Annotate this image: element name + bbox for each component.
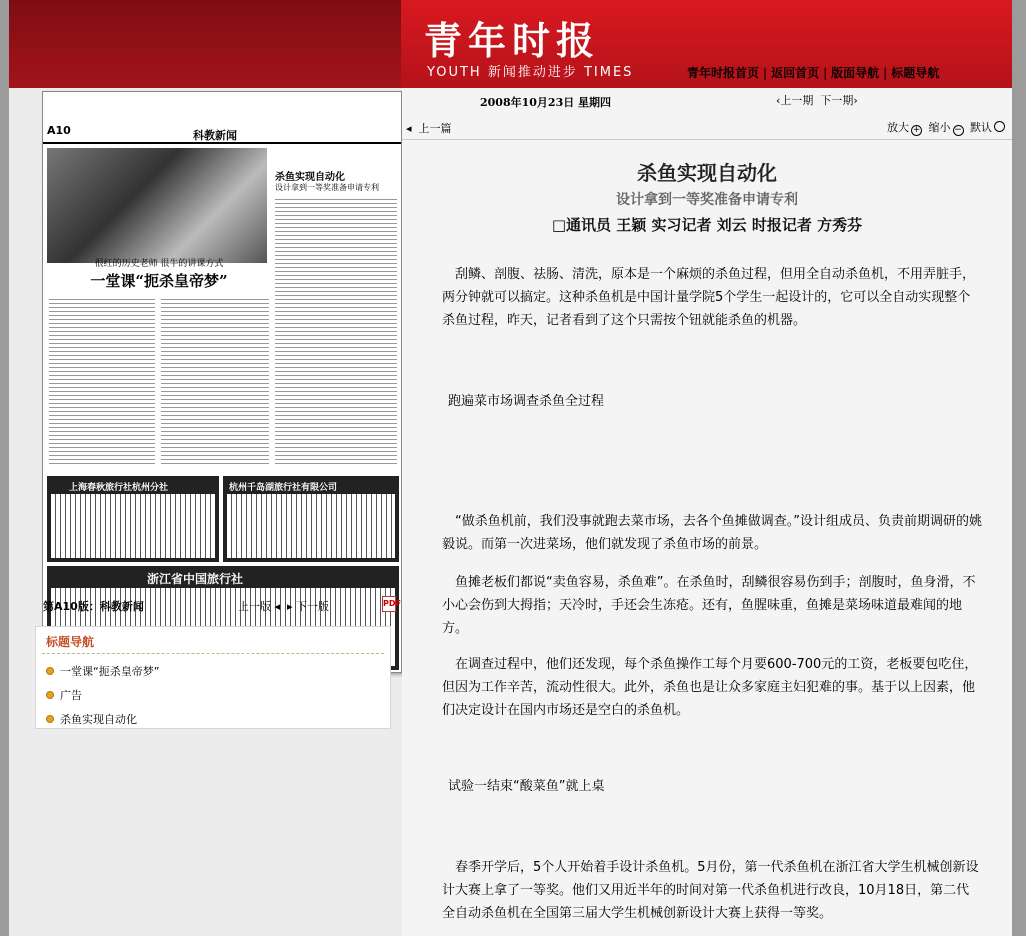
nav-home[interactable]: 青年时报首页: [687, 66, 760, 80]
page-bar: [9, 590, 402, 620]
prev-page-link[interactable]: 上一版: [238, 600, 271, 613]
newspaper-ad[interactable]: [223, 476, 399, 562]
scrollbar-track[interactable]: [1012, 0, 1026, 936]
title-guide-panel: [35, 626, 391, 729]
next-issue-link[interactable]: 下一期: [820, 94, 854, 107]
ad-body: [51, 494, 215, 558]
header-dark-panel: [9, 0, 401, 88]
article-paragraph: 刮鳞、剖腹、祛肠、清洗，原本是一个麻烦的杀鱼过程，但用全自动杀鱼机，不用弄脏手，两分钟就可以搞定。这种杀鱼机是中国计量学院5个学生一起设计的，它可以全自动实现整个杀鱼过程，昨天，记者看到了这个只需按个钮就能杀鱼的机器。: [442, 267, 976, 328]
newspaper-text-block: [275, 196, 397, 466]
page-nav: 上一版 ◂ ▸ 下一版: [238, 600, 330, 613]
newspaper-kicker: 很红的历史老师 很牛的讲课方式: [94, 259, 224, 269]
current-page-label: 第A10版：科教新闻: [43, 600, 144, 613]
article-paragraph: “做杀鱼机前，我们没事就跑去菜市场，去各个鱼摊做调查。”设计组成员、负责前期调研的姚毅说。而第一次进菜场，他们就发现了杀鱼市场的前景。: [442, 514, 982, 552]
article-subtitle: 设计拿到一等奖准备申请专利: [616, 192, 798, 208]
top-nav: 青年时报首页 | 返回首页 | 版面导航 | 标题导航: [687, 66, 940, 80]
ad-title: 上海春秋旅行社杭州分社: [69, 483, 169, 493]
guide-item[interactable]: [46, 711, 137, 727]
newspaper-page-number: A10: [47, 124, 71, 137]
prev-issue-link[interactable]: 上一期: [780, 94, 814, 107]
article-paragraph: 在调查过程中，他们还发现，每个杀鱼操作工每个月要600-700元的工资，老板要包吃住，但因为工作辛苦，流动性很大。此外，杀鱼也是让众多家庭主妇犯难的事。基于以上因素，他们决定设计在国内市场还是空白的杀鱼机。: [442, 657, 978, 718]
guide-item[interactable]: [46, 687, 82, 703]
newspaper-section: 科教新闻: [193, 129, 237, 142]
newspaper-side-title[interactable]: 杀鱼实现自动化: [275, 172, 345, 183]
guide-item-label: 广告: [60, 689, 82, 702]
logo-chinese: 青年时报: [424, 18, 601, 63]
ad-body: [227, 494, 395, 558]
nav-title-guide[interactable]: 标题导航: [891, 66, 940, 80]
zoom-out-label: 缩小: [928, 121, 951, 134]
issue-date: 2008年10月23日 星期四: [480, 96, 612, 109]
nav-return-home[interactable]: 返回首页: [771, 66, 820, 80]
logo-english: YOUTH 新闻推动进步 TIMES: [427, 65, 634, 80]
title-guide-heading: 标题导航: [46, 635, 95, 649]
newspaper-text-block: [161, 296, 269, 466]
article-paragraph: 鱼摊老板们都说“卖鱼容易，杀鱼难”。在杀鱼时，刮鳞很容易伤到手；剖腹时，鱼身滑，不小心会伤到大拇指；天冷时，手还会生冻疮。还有，鱼腥味重，鱼摊是菜场味道最难闻的地方。: [442, 575, 976, 636]
zoom-default-label: 默认: [970, 121, 992, 134]
ad-title: 杭州千岛湖旅行社有限公司: [229, 483, 338, 493]
nav-layout-guide[interactable]: 版面导航: [831, 66, 880, 80]
newspaper-photo: [47, 148, 267, 263]
bullet-icon: [46, 715, 54, 723]
zoom-in-label: 放大: [887, 121, 909, 134]
article-toolbar: [402, 112, 1012, 140]
zoom-default-button[interactable]: [970, 121, 1008, 134]
newspaper-masthead: [43, 92, 401, 144]
newspaper-headline[interactable]: 一堂课“扼杀皇帝梦”: [90, 272, 228, 290]
guide-item[interactable]: [46, 663, 159, 679]
article-title: 杀鱼实现自动化: [637, 161, 777, 185]
article-body: [402, 141, 1012, 936]
minus-icon: −: [954, 125, 962, 135]
zoom-in-button[interactable]: [887, 121, 925, 134]
divider: [42, 653, 384, 654]
newspaper-side-subtitle: 设计拿到一等奖准备申请专利: [275, 183, 379, 192]
plus-icon: +: [912, 125, 921, 135]
article-byline: □通讯员 王颖 实习记者 刘云 时报记者 方秀芬: [551, 216, 863, 234]
next-page-link[interactable]: 下一版: [296, 600, 330, 613]
newspaper-page-thumbnail[interactable]: [42, 91, 402, 673]
zoom-out-button[interactable]: [929, 121, 967, 134]
left-border: [0, 0, 9, 936]
guide-item-label: 一堂课“扼杀皇帝梦”: [60, 665, 160, 678]
guide-item-label: 杀鱼实现自动化: [60, 713, 137, 726]
article-paragraph: 春季开学后，5个人开始着手设计杀鱼机。5月份，第一代杀鱼机在浙江省大学生机械创新设计大赛上拿了一等奖。他们又用近半年的时间对第一代杀鱼机进行改良，10月18日，第二代全自动杀鱼机在全国第三届大学生机械创新设计大赛上获得一等奖。: [442, 860, 979, 921]
prev-article-label: 上一篇: [418, 122, 452, 135]
left-column: [9, 88, 402, 936]
bullet-icon: [46, 691, 54, 699]
issue-nav: ‹上一期 下一期›: [776, 94, 858, 107]
site-logo[interactable]: [424, 6, 684, 80]
prev-article-link[interactable]: ◂ 上一篇: [406, 122, 452, 135]
article-subheading: 试验一结束“酸菜鱼”就上桌: [448, 779, 605, 794]
site-header: [9, 0, 1012, 88]
newspaper-text-block: [49, 296, 155, 466]
pdf-icon[interactable]: PDF: [382, 596, 396, 612]
ad-title: 浙江省中国旅行社: [147, 572, 244, 586]
article-subheading: 跑遍菜市场调查杀鱼全过程: [448, 394, 605, 409]
circle-icon: [994, 121, 1005, 132]
bullet-icon: [46, 667, 54, 675]
newspaper-ad[interactable]: [47, 476, 219, 562]
zoom-controls: [887, 119, 1008, 136]
